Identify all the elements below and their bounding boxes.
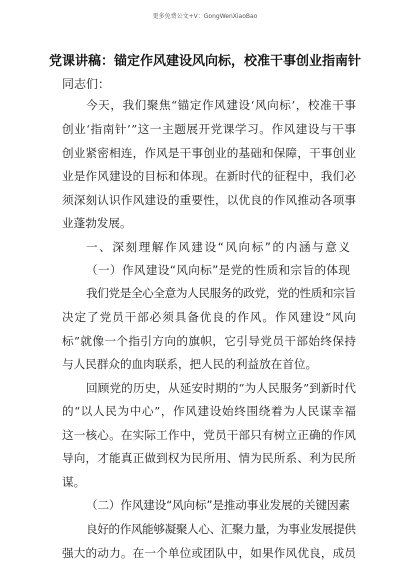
subsection-heading: （二）作风建设“风向标”是推动事业发展的关键因素 [86, 498, 350, 512]
paragraph-line: 创业‘指南针’”这一主题展开党课学习。作风建设与干事 [62, 122, 357, 136]
paragraph-line: 决定了党员干部必须具备优良的作风。作风建设“风向 [62, 310, 357, 324]
salutation: 同志们： [62, 77, 111, 91]
subsection-heading: （一）作风建设“风向标”是党的性质和宗旨的体现 [86, 263, 351, 277]
page-header-note: 更多免费公文+V：GongWenXiaoBao [152, 13, 258, 20]
paragraph-line: 这一核心。在实际工作中，党员干部只有树立正确的作风 [62, 428, 357, 442]
paragraph-line: 今天，我们聚焦“锚定作风建设‘风向标’，校准干事 [86, 98, 357, 112]
paragraph-line: 业是作风建设的目标和体现。在新时代的征程中，我们必 [62, 169, 357, 183]
paragraph-line: 业蓬勃发展。 [62, 216, 132, 230]
paragraph-line: 导向，才能真正做到权为民所用、情为民所系、利为民所 [62, 451, 357, 465]
paragraph-line: 须深刻认识作风建设的重要性，以优良的作风推动各项事 [62, 193, 357, 207]
paragraph-line: 回顾党的历史，从延安时期的“为人民服务”到新时代 [86, 381, 357, 395]
document-title: 党课讲稿：锚定作风建设风向标，校准干事创业指南针 [48, 54, 361, 69]
paragraph-line: 良好的作风能够凝聚人心、汇聚力量，为事业发展提供 [86, 522, 356, 536]
paragraph-line: 标”就像一个指引方向的旗帜，它引导党员干部始终保持 [62, 334, 357, 348]
paragraph-line: 与人民群众的血肉联系，把人民的利益放在首位。 [62, 357, 318, 371]
section-heading: 一、深刻理解作风建设“风向标”的内涵与意义 [86, 240, 352, 254]
paragraph-line: 强大的动力。在一个单位或团队中，如果作风优良，成员 [62, 546, 357, 560]
paragraph-line: 我们党是全心全意为人民服务的政党，党的性质和宗旨 [86, 286, 356, 300]
paragraph-line: 谋。 [62, 475, 86, 489]
paragraph-line: 创业紧密相连，作风是干事创业的基础和保障，干事创业 [62, 146, 357, 160]
paragraph-line: 的“以人民为中心”，作风建设始终围绕着为人民谋幸福 [62, 404, 357, 418]
